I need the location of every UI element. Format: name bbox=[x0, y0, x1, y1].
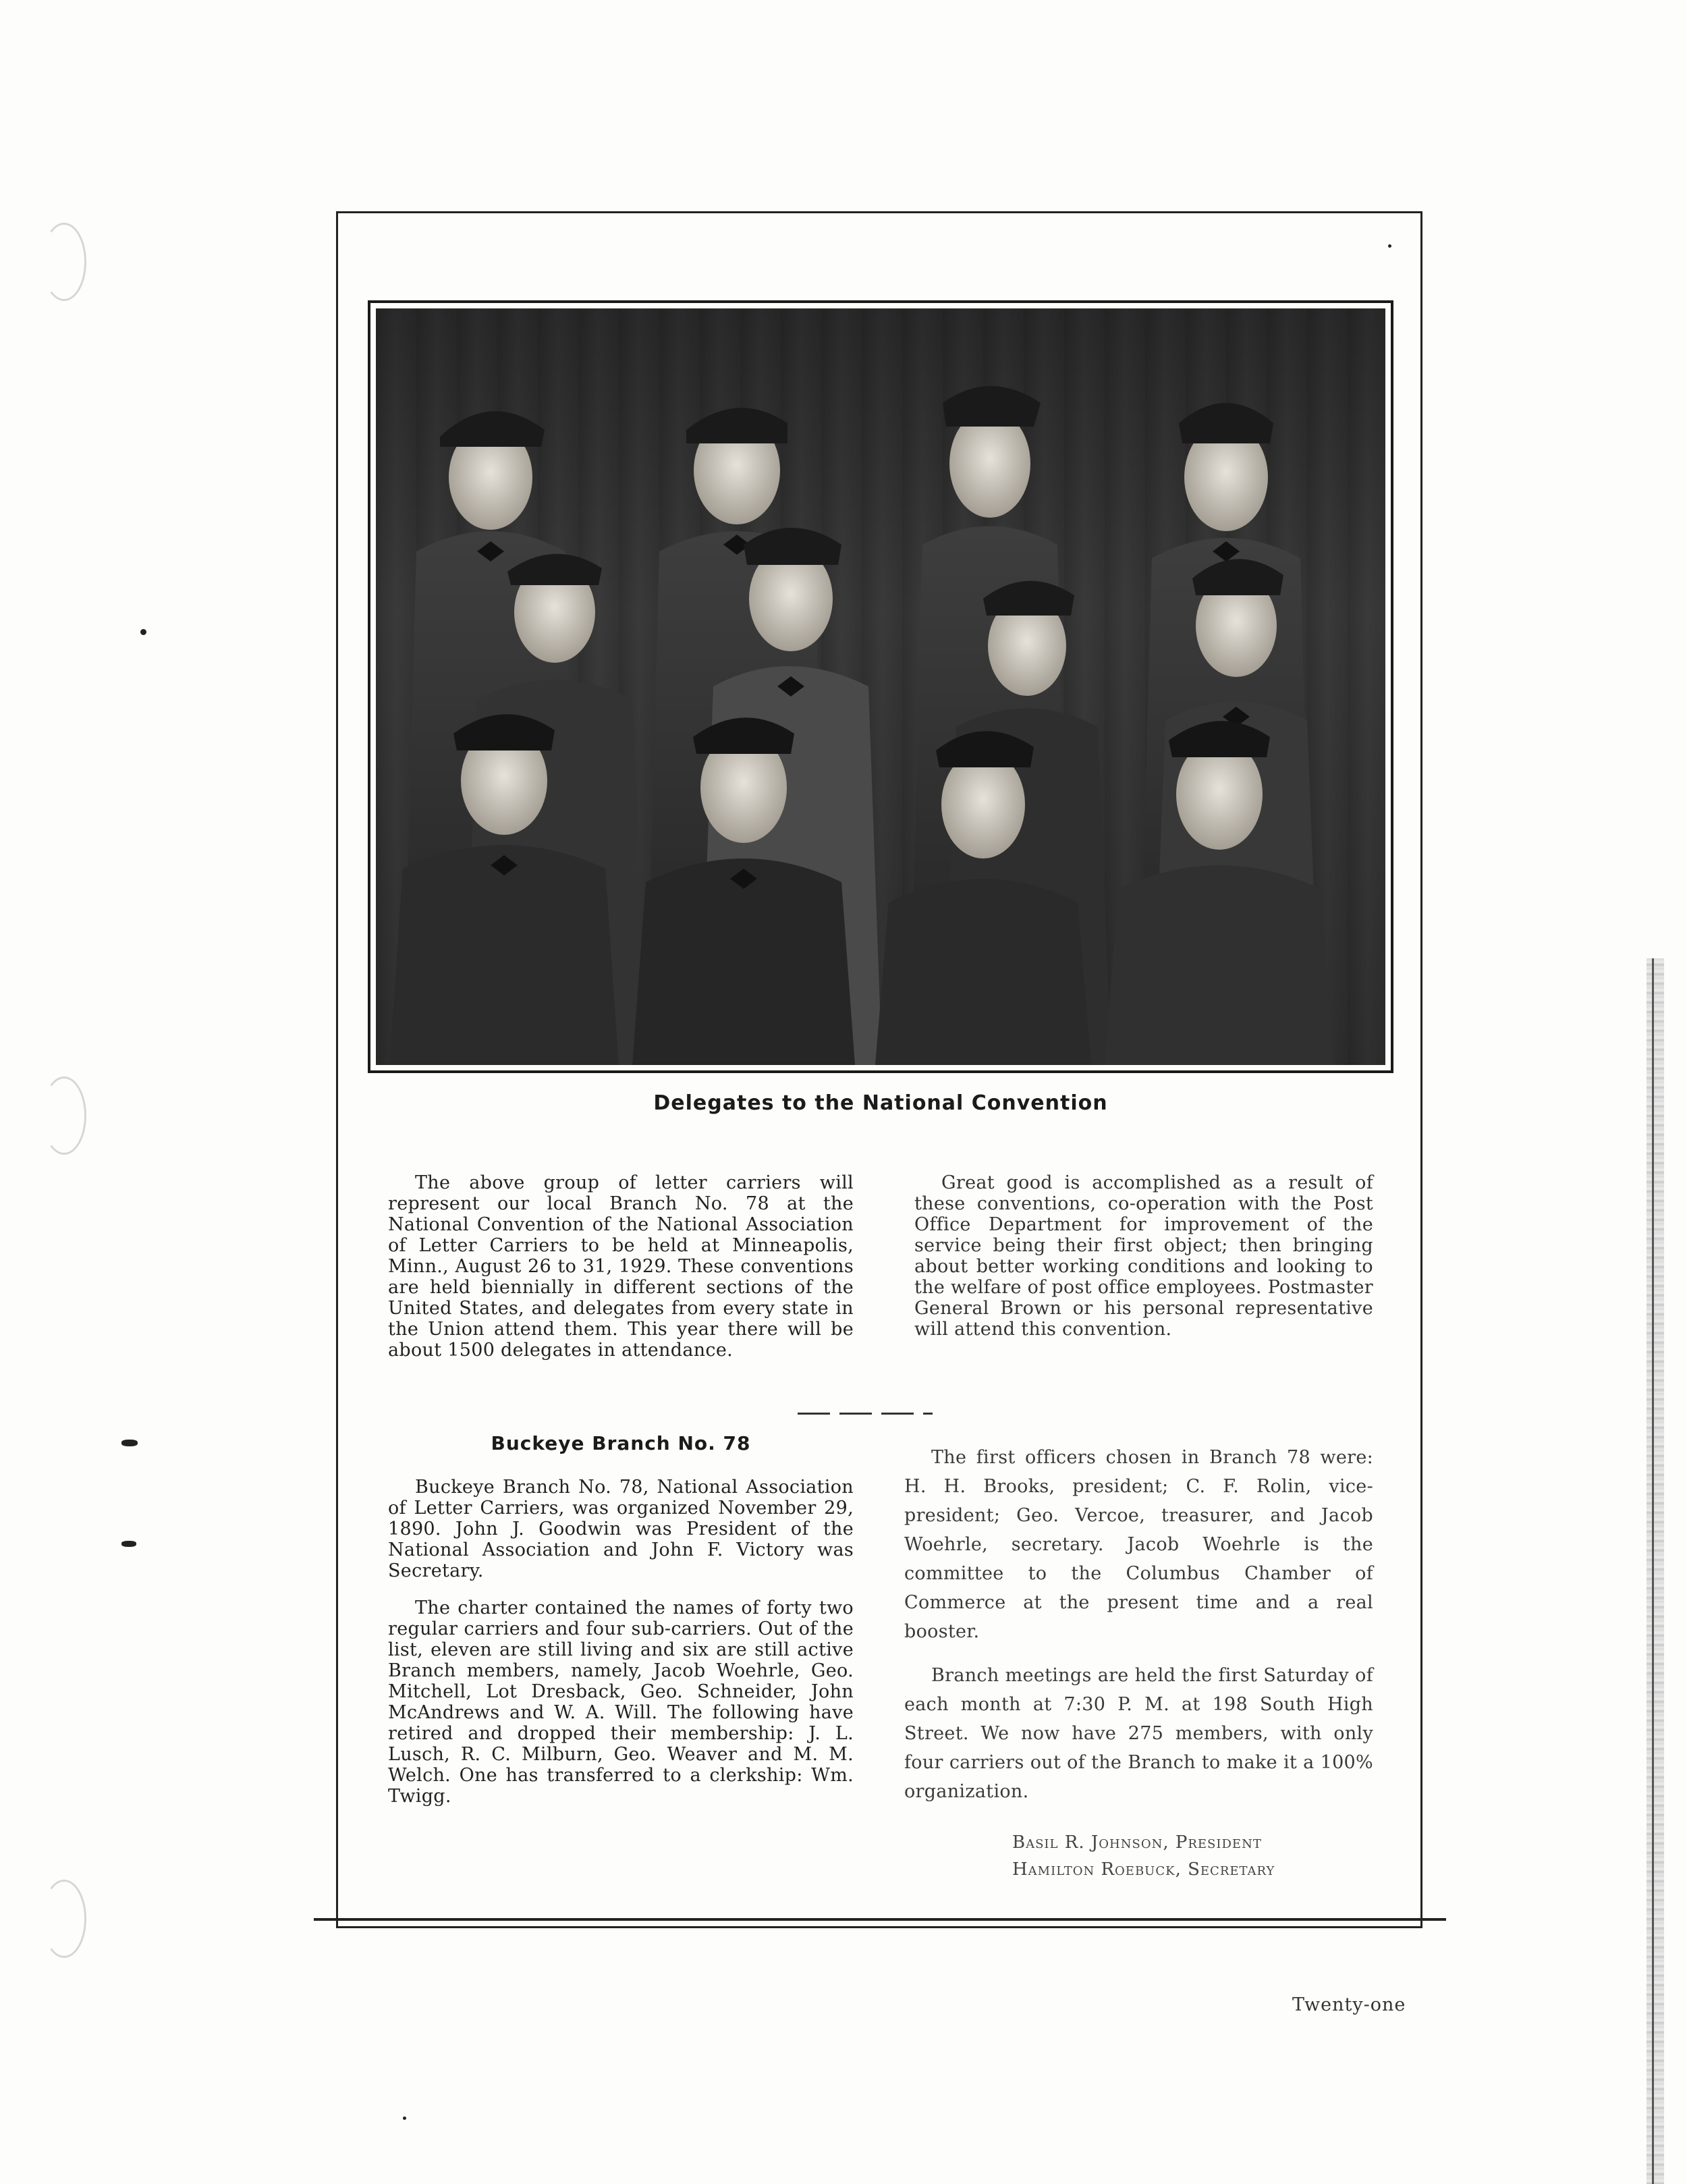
intro-left-column bbox=[388, 1172, 854, 1361]
intro-right-column bbox=[914, 1172, 1373, 1340]
intro-right-paragraph: Great good is accomplished as a result of these conventions, co-operation with the Post Office Department for improvement of the service being their first object; then bringing about better working conditions and looking to the welfare of post office employees. Postmaster General Brown or his personal representative will attend this convention. bbox=[914, 1172, 1374, 1340]
signature-president: Basil R. Johnson, President bbox=[1012, 1832, 1262, 1853]
page-border-bottom-rule bbox=[314, 1918, 1446, 1921]
scan-speck bbox=[121, 1440, 138, 1446]
punch-hole-middle bbox=[42, 1076, 86, 1155]
section-heading: Buckeye Branch No. 78 bbox=[491, 1432, 751, 1454]
scan-edge-shadow bbox=[1647, 958, 1664, 2184]
branch-left-paragraph-2: The charter contained the names of forty two regular carriers and four sub-carriers. Out of the list, eleven are still living and six are still active Branch members, namely, Jacob Woehrle, Geo. Mitchell, Lot Dresback, Geo. Schneider, John McAndrews and W. A. Will. The following have retired and dropped their membership: J. L. Lusch, R. C. Milburn, Geo. Weaver and M. M. Welch. One has transferred to a clerkship: Wm. Twigg. bbox=[388, 1598, 854, 1807]
group-photograph bbox=[368, 300, 1393, 1073]
page-number: Twenty-one bbox=[1292, 1994, 1406, 2015]
intro-left-paragraph: The above group of letter carriers will represent our local Branch No. 78 at the National Convention of the National Association of Letter Carriers to be held at Minneapolis, Minn., August 26 to 31, 1929. These conventions are held biennially in different sections of the United States, and delegates from every state in the Union attend them. This year there will be about 1500 delegates in attendance. bbox=[388, 1172, 854, 1361]
scan-speck bbox=[140, 629, 146, 635]
branch-right-column bbox=[904, 1443, 1373, 1806]
scan-speck bbox=[403, 2117, 406, 2120]
signature-secretary: Hamilton Roebuck, Secretary bbox=[1012, 1859, 1275, 1880]
photo-caption: Delegates to the National Convention bbox=[653, 1091, 1108, 1115]
scan-speck bbox=[121, 1541, 136, 1547]
group-photograph-image bbox=[376, 308, 1385, 1065]
scan-edge-line bbox=[1652, 958, 1654, 2184]
branch-left-paragraph-1: Buckeye Branch No. 78, National Association of Letter Carriers, was organized November 29, 1890. John J. Goodwin was President of the National Association and John F. Victory was Secretary. bbox=[388, 1477, 854, 1581]
section-divider bbox=[798, 1413, 933, 1415]
punch-hole-top bbox=[42, 223, 86, 301]
delegates-figures-illustration bbox=[376, 308, 1385, 1065]
branch-right-paragraph-2: Branch meetings are held the first Saturday of each month at 7:30 P. M. at 198 South High Street. We now have 275 members, with only four carriers out of the Branch to make it a 100% organization. bbox=[904, 1665, 1373, 1802]
punch-hole-bottom bbox=[42, 1880, 86, 1958]
branch-right-paragraph-1: The first officers chosen in Branch 78 were: H. H. Brooks, president; C. F. Rolin, vice-president; Geo. Vercoe, treasurer, and Jacob Woehrle, secretary. Jacob Woehrle is the committee to the Columbus Chamber of Commerce at the present time and a real booster. bbox=[904, 1447, 1373, 1642]
branch-left-column bbox=[388, 1477, 854, 1807]
signature-block bbox=[1012, 1829, 1275, 1883]
